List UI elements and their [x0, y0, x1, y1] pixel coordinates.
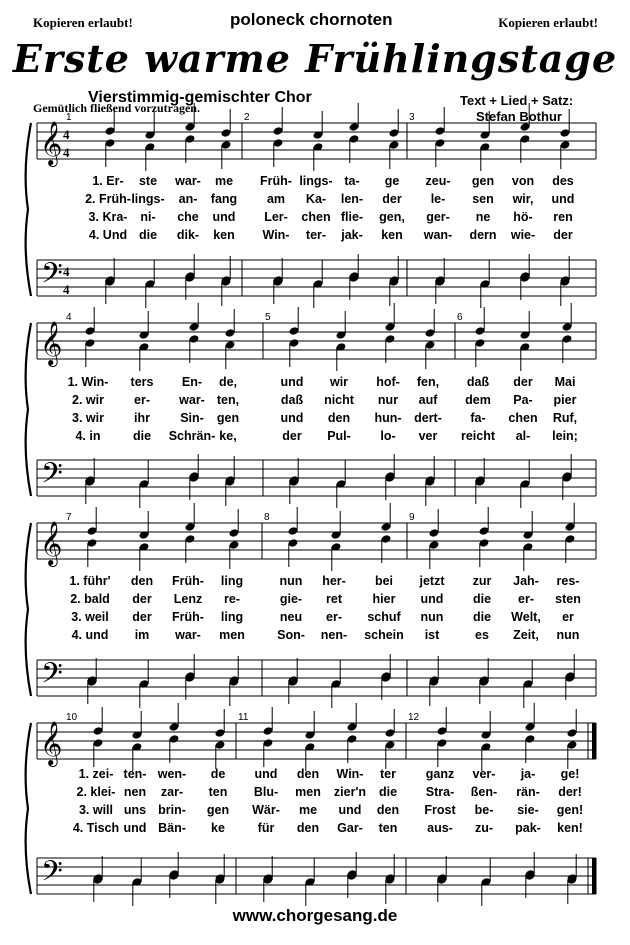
- lyric-syllable: zu-: [474, 821, 494, 835]
- lyric-syllable: der!: [558, 785, 582, 799]
- lyric-syllable: gie-: [279, 592, 303, 606]
- lyric-syllable: zur: [472, 574, 492, 588]
- lyric-syllable: 1. Win-: [67, 375, 109, 389]
- lyric-syllable: ten: [208, 785, 228, 799]
- lyric-syllable: Gar-: [337, 821, 363, 835]
- lyric-syllable: chen: [301, 210, 331, 224]
- lyric-syllable: 4. und: [71, 628, 109, 642]
- lyric-syllable: me: [298, 803, 318, 817]
- lyric-syllable: nen: [123, 785, 147, 799]
- measure-number: 7: [66, 512, 72, 523]
- lyric-syllable: er-: [518, 592, 534, 606]
- lyric-syllable: den: [327, 411, 351, 425]
- music-system: [26, 103, 596, 308]
- lyric-syllable: Win-: [336, 767, 364, 781]
- lyric-syllable: und: [123, 821, 147, 835]
- bass-staff: [37, 660, 596, 696]
- lyric-syllable: Zeit,: [513, 628, 539, 642]
- lyric-syllable: de: [210, 767, 226, 781]
- lyric-syllable: her-: [322, 574, 346, 588]
- lyric-syllable: ten-: [123, 767, 147, 781]
- lyric-syllable: ge: [384, 174, 400, 188]
- lyric-syllable: gen,: [379, 210, 405, 224]
- lyric-syllable: zier'n: [333, 785, 367, 799]
- measure-number: 5: [265, 312, 271, 323]
- credit-line-1: Text + Lied + Satz:: [460, 93, 574, 108]
- song-title: Erste warme Frühlingstage: [12, 36, 618, 81]
- lyric-syllable: ger-: [426, 210, 450, 224]
- footer-url[interactable]: www.chorgesang.de: [232, 906, 398, 925]
- lyric-syllable: am: [266, 192, 286, 206]
- lyric-syllable: nur: [377, 393, 399, 407]
- lyric-syllable: den: [130, 574, 154, 588]
- lyric-syllable: den: [296, 767, 320, 781]
- lyric-syllable: 2. bald: [70, 592, 110, 606]
- measure-number: 4: [66, 312, 72, 323]
- lyric-syllable: hö-: [513, 210, 533, 224]
- lyric-syllable: die: [472, 592, 492, 606]
- measure-number: 3: [409, 112, 415, 123]
- lyric-syllable: nun: [420, 610, 444, 624]
- final-barline: [592, 858, 596, 894]
- lyric-syllable: nun: [556, 628, 580, 642]
- lyric-syllable: Bän-: [158, 821, 186, 835]
- lyric-syllable: der: [132, 610, 152, 624]
- lyric-syllable: Frost: [424, 803, 456, 817]
- lyric-syllable: hof-: [376, 375, 400, 389]
- lyric-syllable: auf: [418, 393, 438, 407]
- lyric-syllable: der: [132, 592, 152, 606]
- lyric-syllable: be-: [474, 803, 494, 817]
- lyric-syllable: die: [378, 785, 398, 799]
- lyric-syllable: ter-: [305, 228, 327, 242]
- lyric-syllable: und: [420, 592, 444, 606]
- lyric-syllable: ge!: [560, 767, 580, 781]
- lyric-syllable: dert-: [414, 411, 442, 425]
- treble-staff: [37, 123, 596, 159]
- system-brace: [26, 323, 31, 496]
- lyric-syllable: ling: [220, 574, 244, 588]
- music-system: [26, 703, 596, 906]
- lyric-syllable: Ler-: [264, 210, 288, 224]
- lyric-syllable: Welt,: [511, 610, 541, 624]
- lyric-syllable: lings-: [299, 174, 333, 188]
- lyric-syllable: Schrän-: [168, 429, 216, 443]
- bass-staff: [37, 460, 596, 496]
- lyric-syllable: Ruf,: [552, 411, 578, 425]
- lyric-syllable: 2. Früh-: [85, 192, 131, 206]
- lyric-syllable: sten: [555, 592, 581, 606]
- lyric-syllable: ste: [138, 174, 158, 188]
- lyric-syllable: 1. Er-: [92, 174, 124, 188]
- lyric-syllable: Lenz: [173, 592, 203, 606]
- lyric-syllable: des: [552, 174, 574, 188]
- lyric-syllable: ganz: [425, 767, 455, 781]
- lyric-syllable: ren: [553, 210, 573, 224]
- measure-number: 10: [66, 712, 78, 723]
- lyric-syllable: re-: [224, 592, 240, 606]
- lyric-syllable: für: [257, 821, 275, 835]
- lyric-syllable: jetzt: [419, 574, 445, 588]
- lyric-syllable: rän-: [516, 785, 540, 799]
- lyric-syllable: ni-: [140, 210, 156, 224]
- music-system: [26, 503, 596, 708]
- lyric-syllable: nen-: [320, 628, 348, 642]
- lyric-syllable: schein: [364, 628, 404, 642]
- lyric-syllable: an-: [178, 192, 198, 206]
- treble-staff: [37, 523, 596, 559]
- lyric-syllable: 4. Tisch: [72, 821, 120, 835]
- lyric-syllable: che: [177, 210, 199, 224]
- lyric-syllable: Wär-: [252, 803, 280, 817]
- lyric-syllable: den: [376, 803, 400, 817]
- lyric-syllable: lo-: [380, 429, 396, 443]
- lyric-syllable: war-: [175, 628, 201, 642]
- lyric-syllable: pier: [553, 393, 577, 407]
- lyric-syllable: der: [513, 375, 533, 389]
- lyric-syllable: er-: [326, 610, 342, 624]
- lyric-syllable: ten: [378, 821, 398, 835]
- lyric-syllable: daß: [280, 393, 304, 407]
- lyric-syllable: neu: [279, 610, 303, 624]
- lyric-syllable: ling: [220, 610, 244, 624]
- lyric-syllable: im: [134, 628, 150, 642]
- lyric-syllable: 3. weil: [71, 610, 109, 624]
- time-signature-lower: 4: [63, 145, 70, 160]
- lyric-syllable: der: [282, 429, 302, 443]
- treble-clef: 𝄞: [40, 521, 63, 565]
- lyric-syllable: und: [280, 411, 304, 425]
- bass-clef: 𝄢: [41, 257, 63, 297]
- lyric-syllable: hun-: [374, 411, 402, 425]
- lyric-syllable: Früh-: [260, 174, 292, 188]
- lyric-syllable: dem: [465, 393, 491, 407]
- lyric-syllable: ken: [213, 228, 235, 242]
- lyric-syllable: er: [562, 610, 574, 624]
- lyric-syllable: nicht: [324, 393, 354, 407]
- bass-clef: 𝄢: [41, 855, 63, 895]
- site-header: poloneck chornoten: [230, 10, 393, 29]
- lyric-syllable: wir,: [512, 192, 534, 206]
- bass-clef: 𝄢: [41, 457, 63, 497]
- final-barline: [592, 723, 596, 759]
- lyric-syllable: bei: [374, 574, 394, 588]
- lyric-syllable: die: [472, 610, 492, 624]
- lyric-syllable: ta-: [344, 174, 360, 188]
- time-signature-upper: 4: [63, 127, 70, 142]
- lyric-syllable: 3. will: [78, 803, 114, 817]
- treble-clef: 𝄞: [40, 321, 63, 365]
- lyric-syllable: Pa-: [513, 393, 533, 407]
- measure-number: 2: [244, 112, 250, 123]
- lyric-syllable: den: [296, 821, 320, 835]
- lyric-syllable: und: [254, 767, 278, 781]
- lyric-syllable: dik-: [176, 228, 200, 242]
- lyric-syllable: Sin-: [180, 411, 204, 425]
- lyric-syllable: ihr: [134, 411, 150, 425]
- lyric-syllable: aus-: [427, 821, 453, 835]
- lyric-syllable: Pul-: [327, 429, 351, 443]
- lyric-syllable: lings-: [131, 192, 165, 206]
- lyric-syllable: gen: [216, 411, 240, 425]
- lyric-syllable: pak-: [515, 821, 541, 835]
- lyric-syllable: uns: [123, 803, 147, 817]
- lyric-syllable: Jah-: [513, 574, 539, 588]
- measure-number: 1: [66, 112, 72, 123]
- lyric-syllable: ist: [424, 628, 440, 642]
- lyric-syllable: wie-: [510, 228, 536, 242]
- measure-number: 6: [457, 312, 463, 323]
- lyric-syllable: es: [475, 628, 489, 642]
- lyric-syllable: len-: [340, 192, 364, 206]
- lyric-syllable: En-: [181, 375, 203, 389]
- lyric-syllable: ret: [326, 592, 342, 606]
- treble-staff: [37, 323, 596, 359]
- lyric-syllable: jak-: [341, 228, 363, 242]
- lyric-syllable: de,: [218, 375, 238, 389]
- lyric-syllable: 1. zei-: [78, 767, 114, 781]
- lyric-syllable: me: [214, 174, 234, 188]
- lyric-syllable: zar-: [160, 785, 184, 799]
- lyric-syllable: und: [338, 803, 362, 817]
- lyric-syllable: Son-: [277, 628, 305, 642]
- measure-number: 8: [264, 512, 270, 523]
- lyric-syllable: fang: [210, 192, 238, 206]
- lyric-syllable: 3. Kra-: [88, 210, 128, 224]
- lyric-syllable: 3. wir: [72, 411, 104, 425]
- copy-notice-left: Kopieren erlaubt!: [33, 15, 133, 30]
- lyric-syllable: ßen-: [470, 785, 498, 799]
- copy-notice-right: Kopieren erlaubt!: [498, 15, 598, 30]
- lyric-syllable: ken: [381, 228, 403, 242]
- lyric-syllable: sie-: [517, 803, 539, 817]
- lyric-syllable: er-: [134, 393, 150, 407]
- lyric-syllable: Mai: [554, 375, 576, 389]
- lyric-syllable: und: [280, 375, 304, 389]
- lyric-syllable: brin-: [158, 803, 186, 817]
- lyric-syllable: die: [138, 228, 158, 242]
- bass-staff: [37, 858, 596, 894]
- lyric-syllable: ne: [475, 210, 491, 224]
- lyric-syllable: ten,: [216, 393, 240, 407]
- lyric-syllable: und: [551, 192, 575, 206]
- lyric-syllable: men: [295, 785, 321, 799]
- lyric-syllable: wan-: [423, 228, 453, 242]
- lyric-syllable: daß: [466, 375, 490, 389]
- lyric-syllable: le-: [430, 192, 446, 206]
- measure-number: 11: [238, 712, 249, 723]
- credit-line-2: Stefan Bothur: [476, 109, 562, 124]
- lyric-syllable: gen: [471, 174, 495, 188]
- tempo-marking: Gemütlich fließend vorzutragen.: [33, 101, 200, 115]
- lyric-syllable: Win-: [262, 228, 290, 242]
- lyric-syllable: ja-: [520, 767, 536, 781]
- lyric-syllable: Blu-: [253, 785, 279, 799]
- lyric-syllable: sen: [472, 192, 494, 206]
- lyric-syllable: ters: [130, 375, 154, 389]
- lyric-syllable: 1. führ': [69, 574, 111, 588]
- lyric-syllable: Früh-: [172, 574, 204, 588]
- lyric-syllable: hier: [372, 592, 396, 606]
- lyric-syllable: al-: [515, 429, 531, 443]
- lyric-syllable: ke: [211, 821, 225, 835]
- lyric-syllable: schuf: [367, 610, 401, 624]
- treble-clef: 𝄞: [40, 121, 63, 165]
- lyric-syllable: 2. klei-: [76, 785, 116, 799]
- lyric-syllable: 2. wir: [72, 393, 104, 407]
- system-brace: [26, 123, 31, 296]
- music-system: [26, 303, 596, 508]
- lyric-syllable: 4. Und: [88, 228, 128, 242]
- lyric-syllable: fa-: [470, 411, 486, 425]
- lyric-syllable: Früh-: [172, 610, 204, 624]
- lyric-syllable: die: [132, 429, 152, 443]
- lyric-syllable: ke,: [219, 429, 237, 443]
- lyric-syllable: ter: [380, 767, 396, 781]
- lyric-syllable: chen: [508, 411, 538, 425]
- lyric-syllable: reicht: [460, 429, 496, 443]
- lyric-syllable: der: [553, 228, 573, 242]
- lyric-syllable: zeu-: [425, 174, 451, 188]
- measure-number: 9: [409, 512, 415, 523]
- treble-clef: 𝄞: [40, 721, 63, 765]
- bass-clef: 𝄢: [41, 657, 63, 697]
- lyric-syllable: gen: [206, 803, 230, 817]
- lyric-syllable: ver: [418, 429, 438, 443]
- lyric-syllable: Ka-: [305, 192, 327, 206]
- subtitle: Vierstimmig-gemischter Chor: [88, 89, 312, 106]
- lyric-syllable: flie-: [340, 210, 364, 224]
- time-signature-lower: 4: [63, 282, 70, 297]
- lyric-syllable: gen!: [556, 803, 584, 817]
- lyric-syllable: und: [212, 210, 236, 224]
- system-brace: [26, 723, 31, 894]
- measure-number: 12: [408, 712, 420, 723]
- lyric-syllable: war-: [175, 174, 201, 188]
- lyric-syllable: wir: [329, 375, 349, 389]
- bass-staff: [37, 260, 596, 296]
- lyric-syllable: der: [382, 192, 402, 206]
- lyric-syllable: wen-: [157, 767, 187, 781]
- system-brace: [26, 523, 31, 696]
- lyric-syllable: fen,: [416, 375, 440, 389]
- lyric-syllable: 4. in: [75, 429, 101, 443]
- lyric-syllable: res-: [556, 574, 580, 588]
- lyric-syllable: lein;: [552, 429, 578, 443]
- lyric-syllable: ken!: [557, 821, 583, 835]
- lyric-syllable: nun: [279, 574, 303, 588]
- lyric-syllable: von: [511, 174, 535, 188]
- treble-staff: [37, 723, 596, 759]
- lyric-syllable: war-: [179, 393, 205, 407]
- lyric-syllable: Stra-: [425, 785, 455, 799]
- lyric-syllable: dern: [469, 228, 497, 242]
- lyric-syllable: men: [219, 628, 245, 642]
- time-signature-upper: 4: [63, 264, 70, 279]
- lyric-syllable: ver-: [472, 767, 496, 781]
